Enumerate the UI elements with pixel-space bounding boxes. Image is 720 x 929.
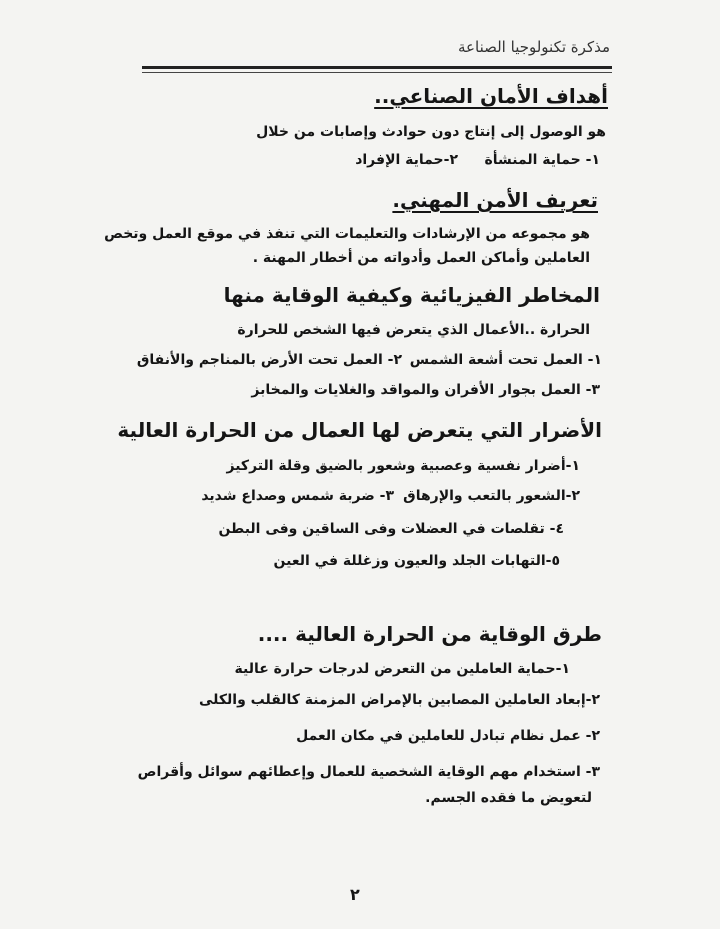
heat-damages-item-2: ٢-الشعور بالتعب والإرهاق [403,488,580,504]
heat-damages-item-4: ٤- تقلصات في العضلات وفى الساقين وفى البطن [218,521,564,537]
heat-damages-item-5: ٥-التهابات الجلد والعيون وزغللة في العين [273,553,560,569]
heat-damages-item-1: ١-أضرار نفسية وعصبية وشعور بالضيق وقلة التركيز [226,458,580,474]
physical-hazards-intro: الحرارة ..الأعمال الذي يتعرض فيها الشخص للحرارة [237,322,590,338]
physical-hazards-item-3: ٣- العمل بجوار الأفران والمواقد والغلايات والمخابز [251,382,600,398]
safety-goals-item-1: ١- حماية المنشأة [484,152,600,168]
page-number: ٢ [350,885,360,904]
prevention-item-4-line-1: ٣- استخدام مهم الوقاية الشخصية للعمال وإعطائهم سوائل وأقراص [137,764,600,780]
safety-goals-item-2: ٢-حماية الإفراد [355,152,458,168]
prevention-item-3: ٢- عمل نظام تبادل للعاملين في مكان العمل [296,728,600,744]
safety-goals-intro: هو الوصول إلى إنتاج دون حوادث وإصابات من خلال [256,124,606,140]
header-rule-thin [142,72,612,73]
header-rule [142,66,612,69]
header-title: مذكرة تكنولوجيا الصناعة [458,38,610,56]
section-heading-occupational-safety: تعريف الأمن المهني. [392,188,598,212]
physical-hazards-item-1: ١- العمل تحت أشعة الشمس [409,352,602,368]
section-heading-heat-damages: الأضرار التي يتعرض لها العمال من الحرارة العالية [117,418,602,442]
occupational-safety-line-2: العاملين وأماكن العمل وأدواته من أخطار المهنة . [252,250,590,266]
occupational-safety-line-1: هو مجموعه من الإرشادات والتعليمات التي تنفذ في موقع العمل وتخص [104,226,590,242]
prevention-item-2: ٢-إبعاد العاملين المصابين بالإمراض المزمنة كالقلب والكلى [199,692,600,708]
section-heading-safety-goals: أهداف الأمان الصناعي.. [374,84,608,108]
prevention-item-4-line-2: لتعويض ما فقده الجسم. [425,790,592,806]
physical-hazards-item-2: ٢- العمل تحت الأرض بالمناجم والأنفاق [136,352,402,368]
heat-damages-item-3: ٣- ضربة شمس وصداع شديد [201,488,394,504]
prevention-item-1: ١-حماية العاملين من التعرض لدرجات حرارة عالية [234,661,570,677]
section-heading-prevention-methods: طرق الوقاية من الحرارة العالية .... [257,622,602,646]
section-heading-physical-hazards: المخاطر الفيزيائية وكيفية الوقاية منها [223,283,600,307]
